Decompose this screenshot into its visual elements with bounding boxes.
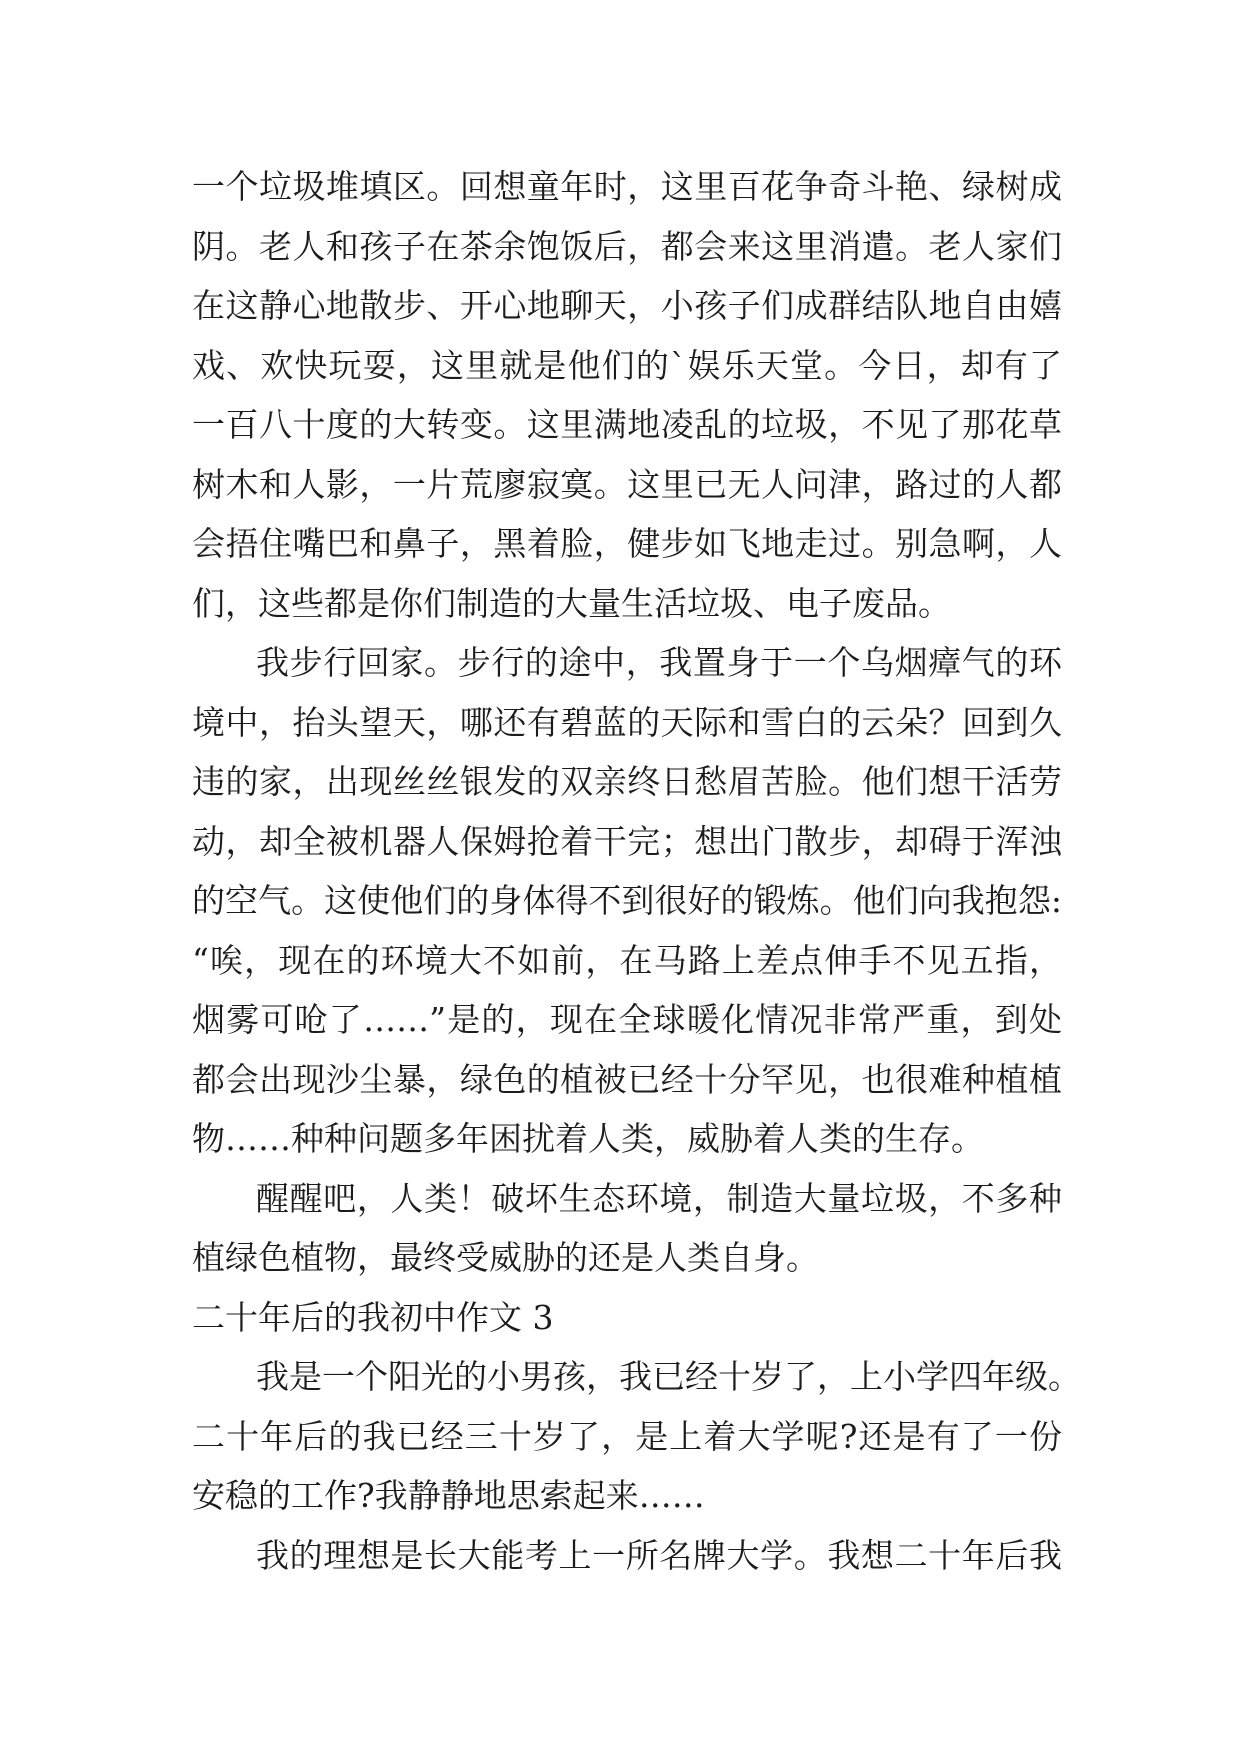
text-line: 动，却全被机器人保姆抢着干完；想出门散步，却碍于浑浊 (192, 821, 1062, 861)
paragraph-first-line: 我的理想是长大能考上一所名牌大学。我想二十年后我 (256, 1535, 1062, 1575)
text-line: 境中，抬头望天，哪还有碧蓝的天际和雪白的云朵？回到久 (192, 702, 1062, 742)
text-line: 二十年后的我已经三十岁了，是上着大学呢?还是有了一份 (192, 1416, 1062, 1456)
text-line: 在这静心地散步、开心地聊天，小孩子们成群结队地自由嬉 (192, 286, 1062, 325)
paragraph-first-line: 醒醒吧，人类！破坏生态环境，制造大量垃圾，不多种 (256, 1178, 1062, 1218)
section-heading: 二十年后的我初中作文 3 (192, 1297, 554, 1337)
text-line: 会捂住嘴巴和鼻子，黑着脸，健步如飞地走过。别急啊，人 (192, 524, 1062, 563)
text-line: 一百八十度的大转变。这里满地凌乱的垃圾，不见了那花草 (192, 405, 1062, 444)
text-line: 一个垃圾堆填区。回想童年时，这里百花争奇斗艳、绿树成 (192, 167, 1062, 206)
text-line: 植绿色植物，最终受威胁的还是人类自身。 (192, 1238, 819, 1277)
text-line: “唉，现在的环境大不如前，在马路上差点伸手不见五指， (192, 940, 1062, 980)
text-line: 物……种种问题多年困扰着人类，威胁着人类的生存。 (192, 1119, 984, 1158)
paragraph-first-line: 我步行回家。步行的途中，我置身于一个乌烟瘴气的环 (256, 643, 1062, 682)
text-line: 都会出现沙尘暴，绿色的植被已经十分罕见，也很难种植植 (192, 1059, 1062, 1099)
text-line: 安稳的工作?我静静地思索起来…… (192, 1476, 705, 1515)
paragraph-first-line: 我是一个阳光的小男孩，我已经十岁了，上小学四年级。 (256, 1357, 1081, 1396)
text-line: 戏、欢快玩耍，这里就是他们的`娱乐天堂。今日，却有了 (192, 345, 1062, 385)
text-line: 烟雾可呛了……”是的，现在全球暖化情况非常严重，到处 (192, 1000, 1062, 1039)
text-line: 树木和人影，一片荒廖寂寞。这里已无人问津，路过的人都 (192, 464, 1062, 504)
text-line: 阴。老人和孩子在茶余饱饭后，都会来这里消遣。老人家们 (192, 226, 1062, 266)
text-line: 的空气。这使他们的身体得不到很好的锻炼。他们向我抱怨: (192, 881, 1062, 920)
essay-body (192, 157, 1081, 1585)
text-line: 们，这些都是你们制造的大量生活垃圾、电子废品。 (192, 583, 951, 623)
text-line: 违的家，出现丝丝银发的双亲终日愁眉苦脸。他们想干活劳 (192, 762, 1062, 801)
